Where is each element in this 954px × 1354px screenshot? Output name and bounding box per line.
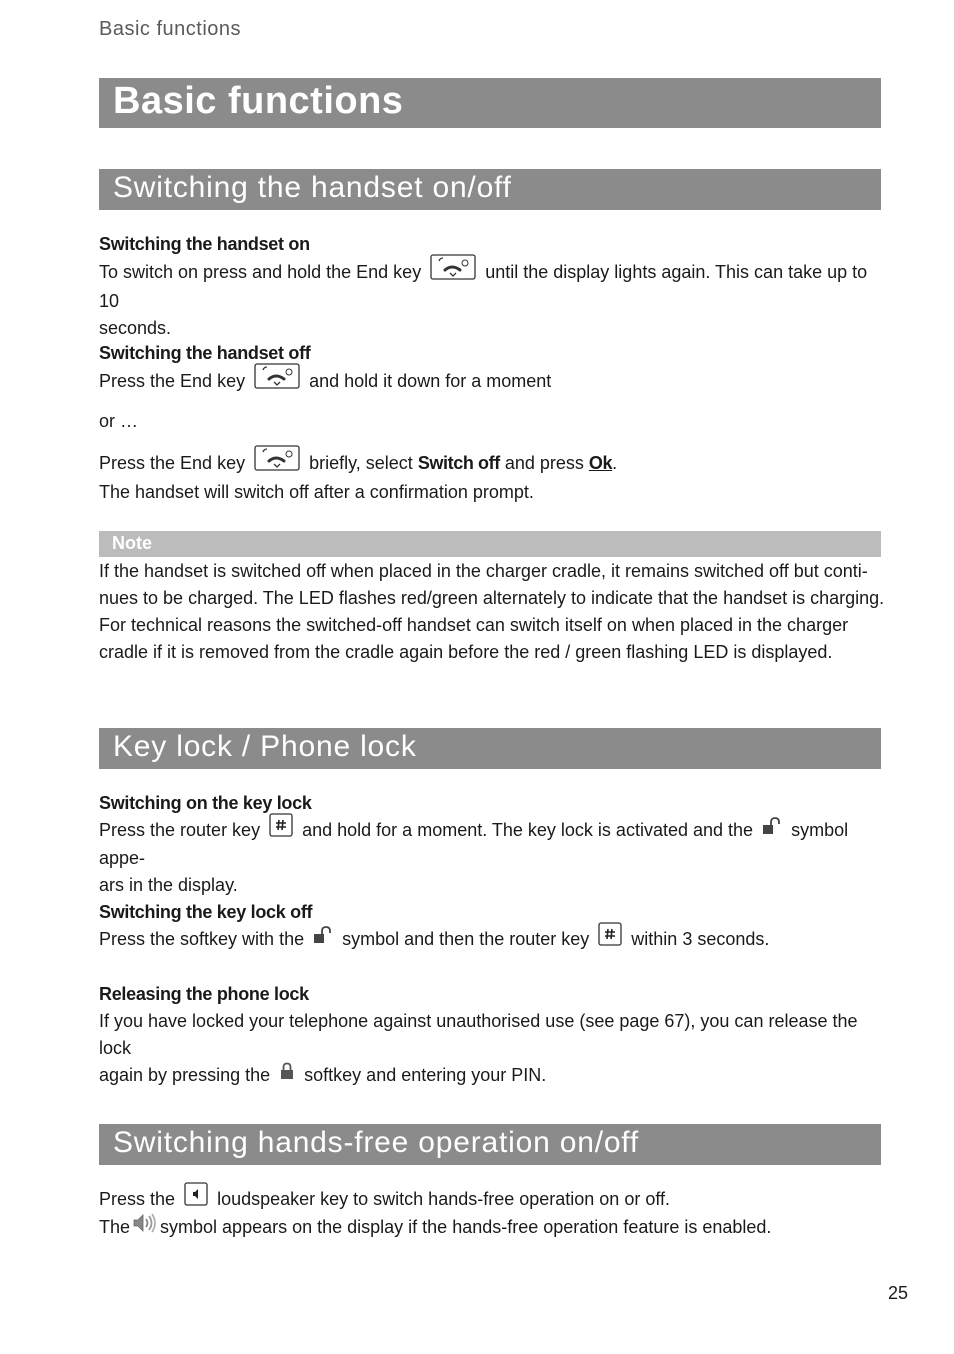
- text: Press the softkey with the: [99, 929, 305, 949]
- note-line: cradle if it is removed from the cradle again before the red / green flashing LED is displayed.: [99, 642, 833, 662]
- or-text: or …: [99, 411, 139, 431]
- text: and press: [499, 452, 589, 473]
- subheading: Switching the handset off: [99, 343, 311, 363]
- page-title: Basic functions: [113, 80, 404, 122]
- text: The handset will switch off after a confirmation prompt.: [99, 482, 534, 502]
- open-padlock-icon: [313, 925, 333, 952]
- subheading: Releasing the phone lock: [99, 984, 309, 1004]
- note-body: [99, 558, 889, 666]
- subheading: Switching the handset on: [99, 234, 310, 254]
- page-number: 25: [888, 1283, 909, 1303]
- section-title: Key lock / Phone lock: [113, 730, 417, 763]
- section-title-bar: [99, 1124, 881, 1165]
- phonelock-block: [99, 981, 889, 1089]
- note-line: nues to be charged. The LED flashes red/green alternately to indicate that the handset is charging.: [99, 588, 885, 608]
- keylock-off-block: [99, 899, 889, 954]
- text: Press the End key: [99, 452, 246, 473]
- text: .: [612, 452, 618, 473]
- paragraph: [99, 1214, 889, 1242]
- text: and hold for a moment. The key lock is activated and the: [302, 820, 754, 840]
- paragraph: [99, 1062, 889, 1089]
- text: seconds.: [99, 318, 172, 338]
- switch-off-menu-label: Switch off: [417, 452, 500, 473]
- subheading: Switching on the key lock: [99, 793, 312, 813]
- note-line: If the handset is switched off when placed in the charger cradle, it remains switched off but conti-: [99, 561, 868, 581]
- end-call-key-icon: [254, 363, 300, 397]
- handset-off-alt-block: [99, 449, 889, 506]
- running-header: Basic functions: [99, 18, 242, 40]
- subheading: Switching the key lock off: [99, 902, 313, 922]
- ok-softkey-label: Ok: [588, 452, 613, 473]
- end-call-key-icon: [254, 445, 300, 479]
- text: and hold it down for a moment: [309, 370, 552, 391]
- text: until the display lights again. This can take up to 10: [99, 261, 868, 311]
- handset-on-block: [99, 231, 889, 342]
- text: Press the: [99, 1189, 176, 1209]
- loudspeaker-key-icon: [184, 1182, 208, 1214]
- handset-off-block: [99, 340, 889, 397]
- note-label: Note: [112, 533, 152, 553]
- text: To switch on press and hold the End key: [99, 261, 422, 282]
- text: symbol appears on the display if the hands-free operation feature is enabled.: [160, 1217, 772, 1238]
- text: softkey and entering your PIN.: [304, 1065, 547, 1085]
- paragraph: [99, 367, 889, 397]
- paragraph: [99, 817, 889, 872]
- paragraph: [99, 926, 889, 954]
- text: briefly, select: [309, 452, 418, 473]
- paragraph: [99, 258, 889, 315]
- section-title: Switching hands-free operation on/off: [113, 1126, 640, 1159]
- open-padlock-icon: [762, 816, 782, 843]
- text: Press the router key: [99, 820, 261, 840]
- text: If you have locked your telephone against unauthorised use (see page 67), you can release the lock: [99, 1011, 858, 1058]
- end-call-key-icon: [430, 254, 476, 288]
- text: again by pressing the: [99, 1065, 271, 1085]
- note-bar: [99, 531, 881, 557]
- handsfree-block: [99, 1186, 889, 1243]
- text: loudspeaker key to switch hands-free operation on or off.: [217, 1189, 671, 1209]
- text: symbol appe-: [99, 820, 849, 869]
- text: symbol and then the router key: [342, 929, 590, 949]
- speaker-volume-icon: [132, 1211, 158, 1243]
- section-title-bar: [99, 728, 881, 769]
- text: Press the End key: [99, 370, 246, 391]
- paragraph: [99, 449, 889, 479]
- paragraph: [99, 1186, 889, 1214]
- section-title-bar: [99, 169, 881, 210]
- section-title: Switching the handset on/off: [113, 171, 512, 204]
- padlock-icon: [279, 1061, 295, 1088]
- hash-router-key-icon: [269, 813, 293, 845]
- text: ars in the display.: [99, 875, 238, 896]
- keylock-on-block: [99, 790, 889, 899]
- note-line: For technical reasons the switched-off handset can switch itself on when placed in the charger: [99, 615, 849, 635]
- text: The: [99, 1217, 131, 1238]
- text: within 3 seconds.: [631, 929, 770, 949]
- hash-router-key-icon: [598, 922, 622, 954]
- page-title-bar: [99, 78, 881, 128]
